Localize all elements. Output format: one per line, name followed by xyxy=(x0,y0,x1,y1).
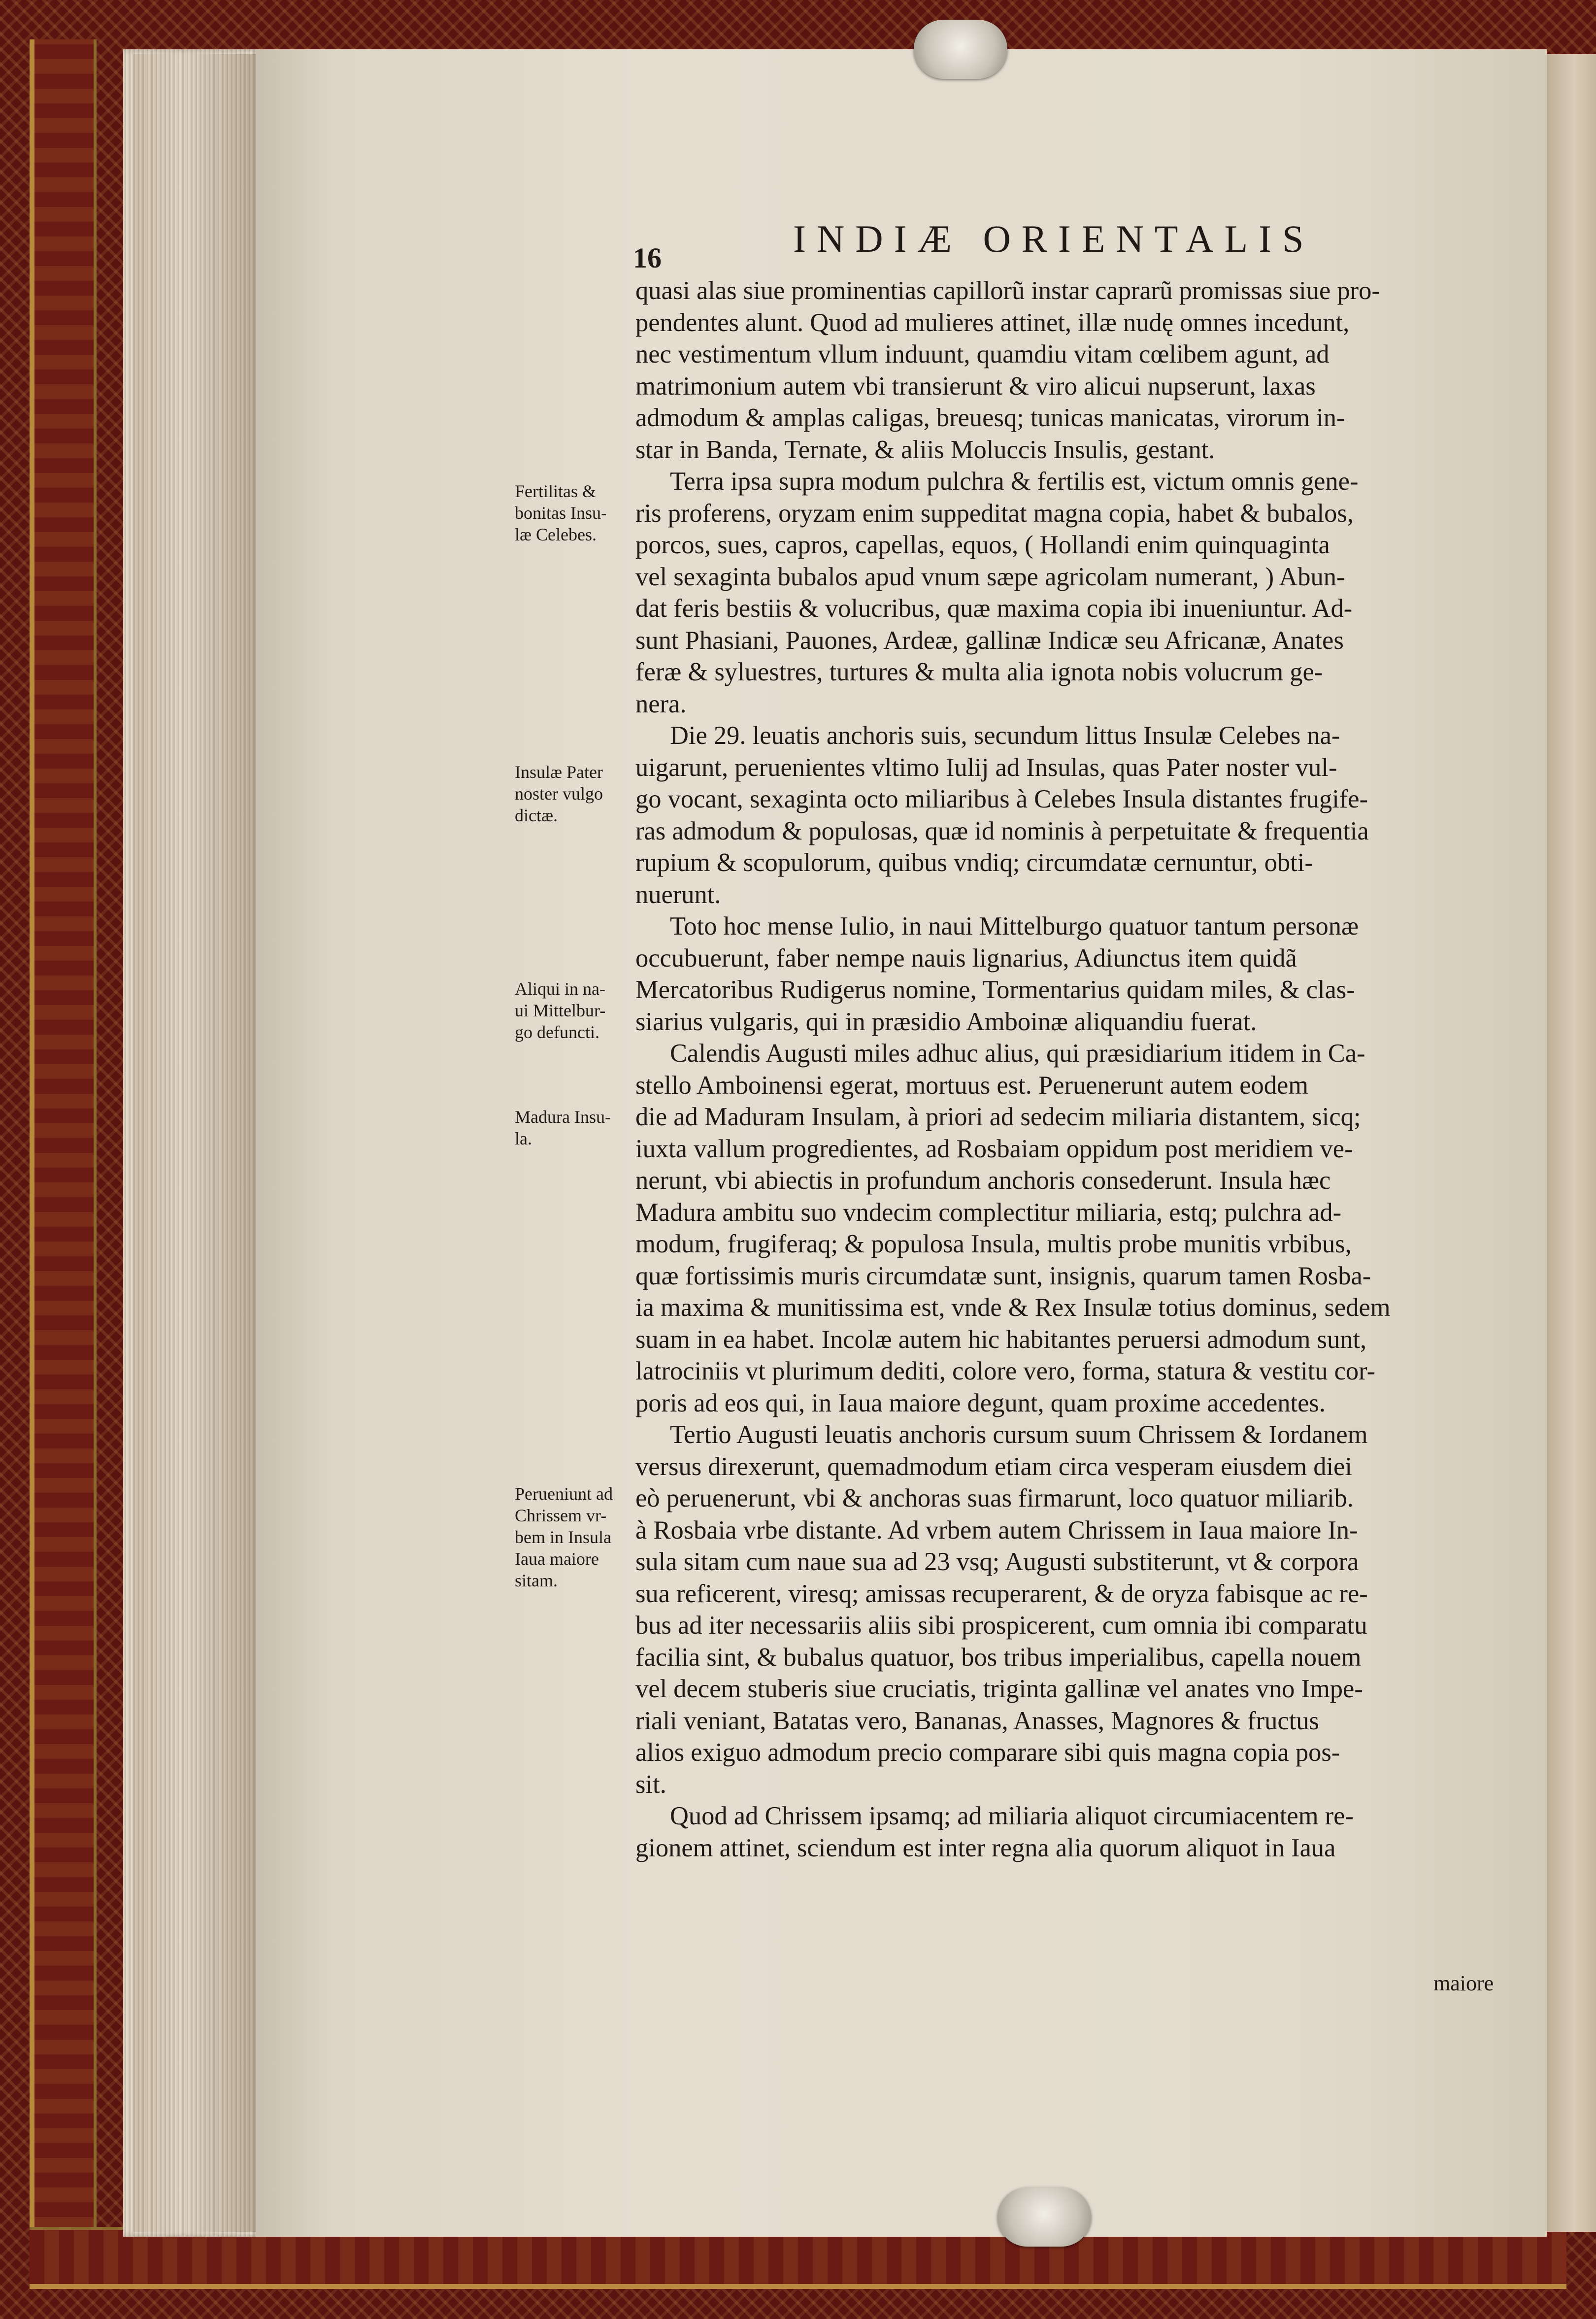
margin-note-line: bonitas Insu- xyxy=(515,503,607,523)
catchword: maiore xyxy=(1433,1971,1494,1995)
text-line: stello Amboinensi egerat, mortuus est. Peruenerunt autem eodem xyxy=(635,1071,1309,1100)
text-line: nec vestimentum vllum induunt, quamdiu vitam cœlibem agunt, ad xyxy=(635,340,1330,369)
margin-note-line: sitam. xyxy=(515,1571,558,1590)
text-line: Quod ad Chrissem ipsamq; ad miliaria aliquot circumiacentem re- xyxy=(670,1802,1354,1830)
text-line: Mercatoribus Rudigerus nomine, Tormentarius quidam miles, & clas- xyxy=(635,975,1355,1004)
margin-note-line: Fertilitas & xyxy=(515,481,596,501)
text-line: star in Banda, Ternate, & aliis Moluccis Insulis, gestant. xyxy=(635,435,1215,464)
text-line: nuerunt. xyxy=(635,880,721,909)
margin-note-line: Insulæ Pater xyxy=(515,762,603,782)
margin-note-line: læ Celebes. xyxy=(515,525,597,544)
text-line: iuxta vallum progredientes, ad Rosbaiam oppidum post meridiem ve- xyxy=(635,1134,1353,1163)
text-line: poris ad eos qui, in Iaua maiore degunt, quam proxime accedentes. xyxy=(635,1388,1326,1417)
margin-note xyxy=(515,1483,643,1591)
text-line: matrimonium autem vbi transierunt & viro alicui nupserunt, laxas xyxy=(635,371,1316,401)
text-line: vel sexaginta bubalos apud vnum sæpe agricolam numerant, ) Abun- xyxy=(635,562,1345,591)
margin-note xyxy=(515,1106,643,1149)
text-line: nera. xyxy=(635,689,687,718)
margin-note-line: Madura Insu- xyxy=(515,1107,611,1127)
text-line: eò peruenerunt, vbi & anchoras suas firmarunt, loco quatuor miliarib. xyxy=(635,1484,1354,1512)
text-line: facilia sint, & bubalus quatuor, bos tribus imperialibus, capella nouem xyxy=(635,1643,1362,1672)
margin-note-line: ui Mittelbur- xyxy=(515,1001,606,1020)
text-line: ras admodum & populosas, quæ id nominis à perpetuitate & frequentia xyxy=(635,816,1369,845)
text-line: porcos, sues, capros, capellas, equos, ( Hollandi enim quinquaginta xyxy=(635,531,1330,559)
margin-note xyxy=(515,978,643,1043)
text-line: sunt Phasiani, Pauones, Ardeæ, gallinæ Indicæ seu Africanæ, Anates xyxy=(635,626,1344,655)
text-line: quasi alas siue prominentias capillorũ instar caprarũ promissas siue pro- xyxy=(635,276,1380,305)
text-line: quæ fortissimis muris circumdatæ sunt, insignis, quarum tamen Rosba- xyxy=(635,1261,1371,1290)
text-line: admodum & amplas caligas, breuesq; tunicas manicatas, virorum in- xyxy=(635,403,1345,432)
text-line: dat feris bestiis & volucribus, quæ maxima copia ibi inueniuntur. Ad- xyxy=(635,594,1353,623)
margin-note-line: go defuncti. xyxy=(515,1022,599,1042)
margin-note-line: bem in Insula xyxy=(515,1527,611,1547)
page-clip-bottom xyxy=(998,2187,1091,2247)
facing-page-edge xyxy=(1542,54,1596,2232)
margin-note xyxy=(515,480,643,545)
margin-note-line: la. xyxy=(515,1129,532,1148)
body-text xyxy=(635,275,1510,1864)
margin-note-line: Aliqui in na- xyxy=(515,979,605,999)
page-clip-top xyxy=(914,20,1007,79)
text-line: nerunt, vbi abiectis in profundum anchoris consederunt. Insula hæc xyxy=(635,1166,1331,1195)
margin-note-line: Iaua maiore xyxy=(515,1549,599,1569)
page-leaves-shade xyxy=(133,54,256,2232)
text-line: go vocant, sexaginta octo miliaribus à Celebes Insula distantes frugife- xyxy=(635,785,1368,813)
text-line: Tertio Augusti leuatis anchoris cursum suum Chrissem & Iordanem xyxy=(670,1420,1368,1449)
text-line: latrociniis vt plurimum dediti, colore vero, forma, statura & vestitu cor- xyxy=(635,1357,1376,1385)
running-head: INDIÆ ORIENTALIS xyxy=(793,217,1315,260)
text-line: uigarunt, peruenientes vltimo Iulij ad Insulas, quas Pater noster vul- xyxy=(635,753,1337,782)
text-line: sua reficerent, viresq; amissas recuperarent, & de oryza fabisque ac re- xyxy=(635,1579,1368,1608)
margin-note xyxy=(515,761,643,826)
text-line: die ad Maduram Insulam, à priori ad sedecim miliaria distantem, sicq; xyxy=(635,1103,1361,1131)
text-line: Terra ipsa supra modum pulchra & fertilis est, victum omnis gene- xyxy=(670,467,1359,496)
text-line: pendentes alunt. Quod ad mulieres attinet, illæ nudę omnes incedunt, xyxy=(635,308,1350,337)
text-line: feræ & syluestres, turtures & multa alia ignota nobis volucrum ge- xyxy=(635,658,1323,686)
text-line: occubuerunt, faber nempe nauis lignarius, Adiunctus item quidã xyxy=(635,943,1297,973)
margin-note-line: Chrissem vr- xyxy=(515,1506,607,1525)
text-line: bus ad iter necessariis aliis sibi prospicerent, cum omnia ibi comparatu xyxy=(635,1611,1367,1640)
text-line: ris proferens, oryzam enim suppeditat magna copia, habet & bubalos, xyxy=(635,499,1354,528)
text-line: gionem attinet, sciendum est inter regna alia quorum aliquot in Iaua xyxy=(635,1833,1336,1862)
text-line: riali veniant, Batatas vero, Bananas, Anasses, Magnores & fructus xyxy=(635,1706,1319,1735)
margin-note-line: Perueniunt ad xyxy=(515,1484,613,1504)
text-line: modum, frugiferaq; & populosa Insula, multis probe munitis vrbibus, xyxy=(635,1230,1352,1258)
text-line: sula sitam cum naue sua ad 23 vsq; Augusti substiterunt, vt & corpora xyxy=(635,1547,1359,1576)
text-line: sit. xyxy=(635,1770,666,1799)
text-line: vel decem stuberis siue cruciatis, triginta gallinæ vel anates vno Impe- xyxy=(635,1675,1363,1703)
text-line: versus direxerunt, quemadmodum etiam circa vesperam eiusdem diei xyxy=(635,1452,1352,1481)
text-line: rupium & scopulorum, quibus vndiq; circumdatæ cernuntur, obti- xyxy=(635,848,1313,877)
text-line: ia maxima & munitissima est, vnde & Rex Insulæ totius dominus, sedem xyxy=(635,1293,1391,1322)
text-line: Calendis Augusti miles adhuc alius, qui præsidiarium itidem in Ca- xyxy=(670,1039,1365,1068)
text-line: Madura ambitu suo vndecim complectitur miliaria, estq; pulchra ad- xyxy=(635,1198,1342,1227)
margin-note-line: dictæ. xyxy=(515,806,558,825)
page-number: 16 xyxy=(633,242,662,274)
margin-note-line: noster vulgo xyxy=(515,784,603,804)
text-line: suam in ea habet. Incolæ autem hic habitantes peruersi admodum sunt, xyxy=(635,1325,1367,1354)
text-line: Die 29. leuatis anchoris suis, secundum littus Insulæ Celebes na- xyxy=(670,721,1340,750)
text-line: à Rosbaia vrbe distante. Ad vrbem autem Chrissem in Iaua maiore In- xyxy=(635,1515,1358,1545)
text-line: alios exiguo admodum precio comparare sibi quis magna copia pos- xyxy=(635,1738,1340,1767)
text-line: siarius vulgaris, qui in præsidio Amboinæ aliquandiu fuerat. xyxy=(635,1007,1257,1036)
cover-tooled-border-left xyxy=(30,39,97,2276)
text-line: Toto hoc mense Iulio, in naui Mittelburgo quatuor tantum personæ xyxy=(670,912,1359,941)
